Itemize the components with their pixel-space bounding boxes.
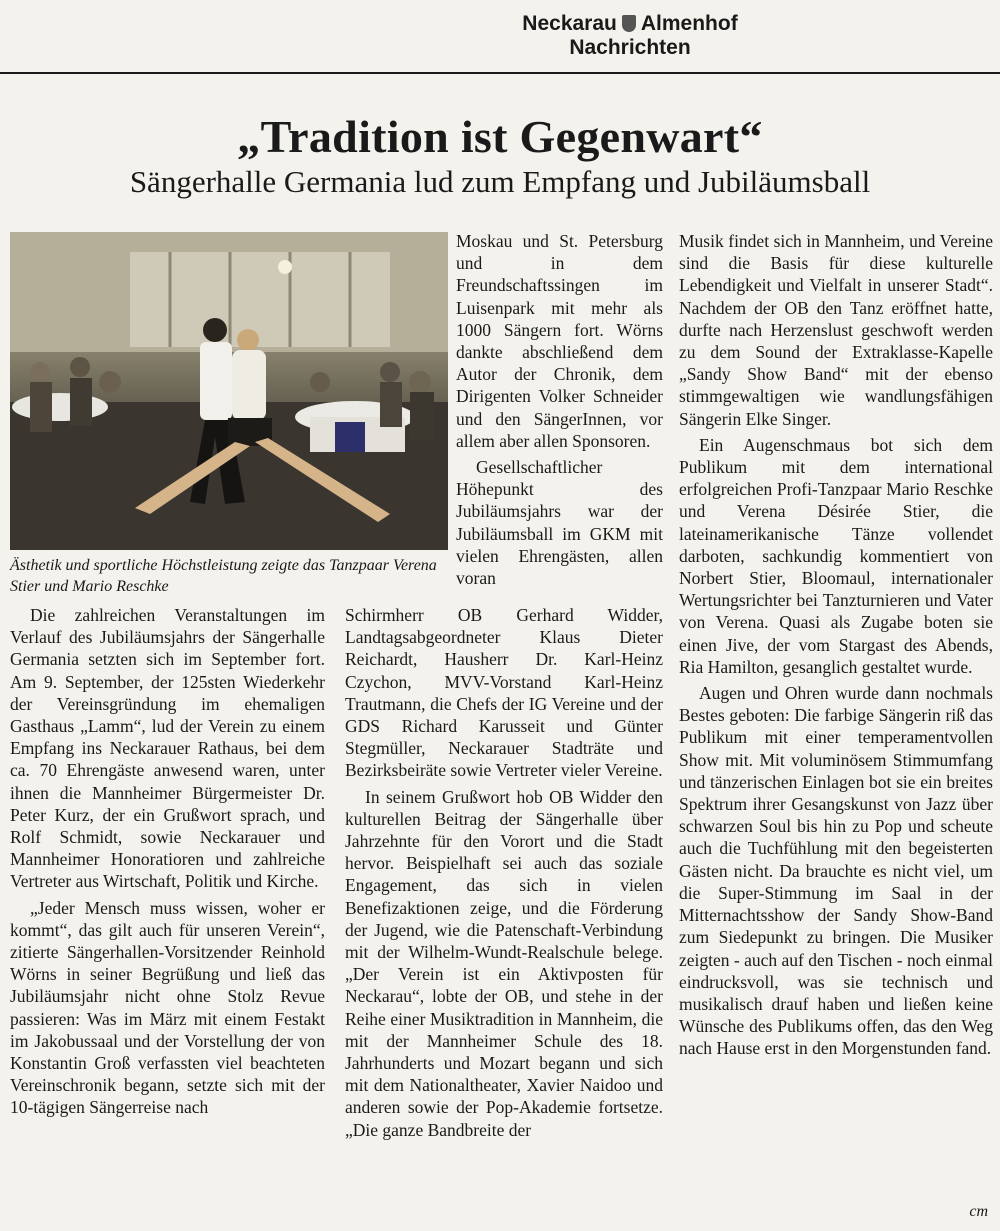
dancer-female-top [232,350,266,420]
paragraph: Augen und Ohren wurde dann nochmals Bestes geboten: Die farbige Sängerin riß das Publikum mit einer temperamentvollen Show mit. Mit voluminösem Stimmumfang und tänzerischen Einlagen bot sie ein breites Spektrum ihrer Gesangskunst von Jazz über schwarzen Soul bis hin zu Pop und scheute auch die Tuchfühlung mit den begeisterten Gästen nicht. Da brauchte es nicht viel, um die Super-Stimmung im Saal in der Mitternachtsshow der Sandy Show-Band zum Siedepunkt zu bringen. Die Musiker zeigten - auch auf den Tischen - noch einmal eindrucksvoll, was sie technisch und musikalisch drauf haben und ließen keine Wünsche des Publikums offen, das den Weg nach Hause erst in den Morgenstunden fand. [679,683,993,1059]
table-left [12,393,108,421]
headline: „Tradition ist Gegenwart“ [237,111,763,162]
dancer-male-head [203,318,227,342]
paragraph: Musik findet sich in Mannheim, und Vereine sind die Basis für diese kulturelle Lebendigkeit und Vielfalt in unserer Stadt“. Nachdem der OB den Tanz eröffnet hatte, durfte nach Herzenslust geschwoft werden zu dem Sound der Extraklasse-Kapelle „Sandy Show Band“ mit der ebenso stimmgewaltigen wie wandlungsfähigen Sängerin Elke Singer. [679,231,993,429]
author-signature: cm [969,1203,988,1220]
paragraph: Ein Augenschmaus bot sich dem Publikum mit dem international erfolgreichen Profi-Tanzpaar Mario Reschke und Verena Désirée Stier, die lateinamerikanische Tänze vollendet darboten, sachkundig kommentiert von Norbert Stier, Bloomaul, internationaler Wertungsrichter bei Tanzturnieren und Vater von Verena. Quasi als Zugabe boten sie einen Jive, der vom Stargast des Abends, Ria Hamilton, gesanglich gestaltet wurde. [679,434,993,677]
dancer-male-shirt [200,342,232,420]
paragraph: Gesellschaftlicher Höhepunkt des Jubiläumsjahrs war der Jubiläumsball im GKM mit vielen Ehrengästen, allen voran [456,457,663,589]
paragraph: In seinem Grußwort hob OB Widder den kulturellen Beitrag der Sängerhalle über Jahrzehnte für den Vorort und die Stadt hervor. Beispielhaft sei auch das soziale Engagement, das sich in vielen Benefizaktionen zeige, und die Förderung der Jugend, wie die Patenschaft-Verbindung mit der Wilhelm-Wundt-Realschule belege. „Der Verein ist ein Aktivposten für Neckarau“, lobte der OB, und stehe in der Reihe einer Musiktradition in Mannheim, die mit der Mannheimer Schule des 18. Jahrhunderts und Mozart begann und sich mit dem Nationaltheater, Xavier Naidoo und anderen sowie der Pop-Akademie fortsetze. „Die ganze Bandbreite der [345,786,663,1140]
article-column-2-top [456,230,663,593]
masthead-line1-left: Neckarau [522,12,617,35]
masthead-title [470,12,790,60]
dance-photo [10,232,448,550]
paragraph: Schirmherr OB Gerhard Widder, Landtagsabgeordneter Klaus Dieter Reichardt, Hausherr Dr. Karl-Heinz Czychon, MVV-Vorstand Karl-Heinz Trautmann, die Chefs der IG Vereine und der GDS Richard Karusseit und Günter Stegmüller, Neckarauer Stadträte und Bezirksbeiräte sowie Vertreter vieler Vereine. [345,605,663,781]
dancer-female-head [237,329,259,351]
article-column-2-bottom [345,604,663,1145]
article-column-3 [679,230,993,1064]
paragraph: „Jeder Mensch muss wissen, woher er kommt“, das gilt auch für unseren Verein“, zitierte Sängerhallen-Vorsitzender Reinhold Wörns in seiner Begrüßung und ließ das Jubiläumsjahr nicht ohne Stolz Revue passieren: Was im März mit einem Festakt im Jakobussaal und der Vorstellung der von Konstantin Groß verfassten viel beachteten Vereinschronik begann, setzte sich mit der 10-tägigen Sängerreise nach [10,897,325,1118]
masthead [0,0,1000,80]
dance-photo-graphic [10,232,448,550]
paragraph: Die zahlreichen Veranstaltungen im Verlauf des Jubiläumsjahrs der Sängerhalle Germania setzten sich im September fort. Am 9. September, der 125sten Wiederkehr der Vereinsgründung im ehemaligen Gasthaus „Lamm“, lud der Verein zu einem Empfang ins Neckarauer Rathaus, bei dem ca. 70 Ehrengäste anwesend waren, unter ihnen die Mannheimer Bürgermeister Dr. Peter Kurz, der ein Grußwort sprach, und Rolf Schmidt, sowie Neckarauer und Mannheimer Honoratioren und zahlreiche Vertreter aus Wirtschaft, Politik und Kirche. [10,605,325,892]
paragraph: Moskau und St. Petersburg und in dem Freundschaftssingen im Luisenpark mit mehr als 1000 Sängern fort. Wörns dankte abschließend dem Autor der Chronik, dem Dirigenten Volker Schneider und den SängerInnen, vor allem aber allen Sponsoren. [456,231,663,451]
photo-caption: Ästhetik und sportliche Höchstleistung zeigte das Tanzpaar Verena Stier und Mario Reschke [10,557,437,595]
masthead-line1-right: Almenhof [640,12,738,35]
ceiling-light [278,260,292,274]
table-banner [335,422,365,452]
coat-of-arms-icon [622,15,636,32]
article-column-1 [10,604,325,1123]
masthead-line2: Nachrichten [569,36,691,59]
subheadline: Sängerhalle Germania lud zum Empfang und Jubiläumsball [129,164,871,199]
masthead-rule [0,72,1000,74]
